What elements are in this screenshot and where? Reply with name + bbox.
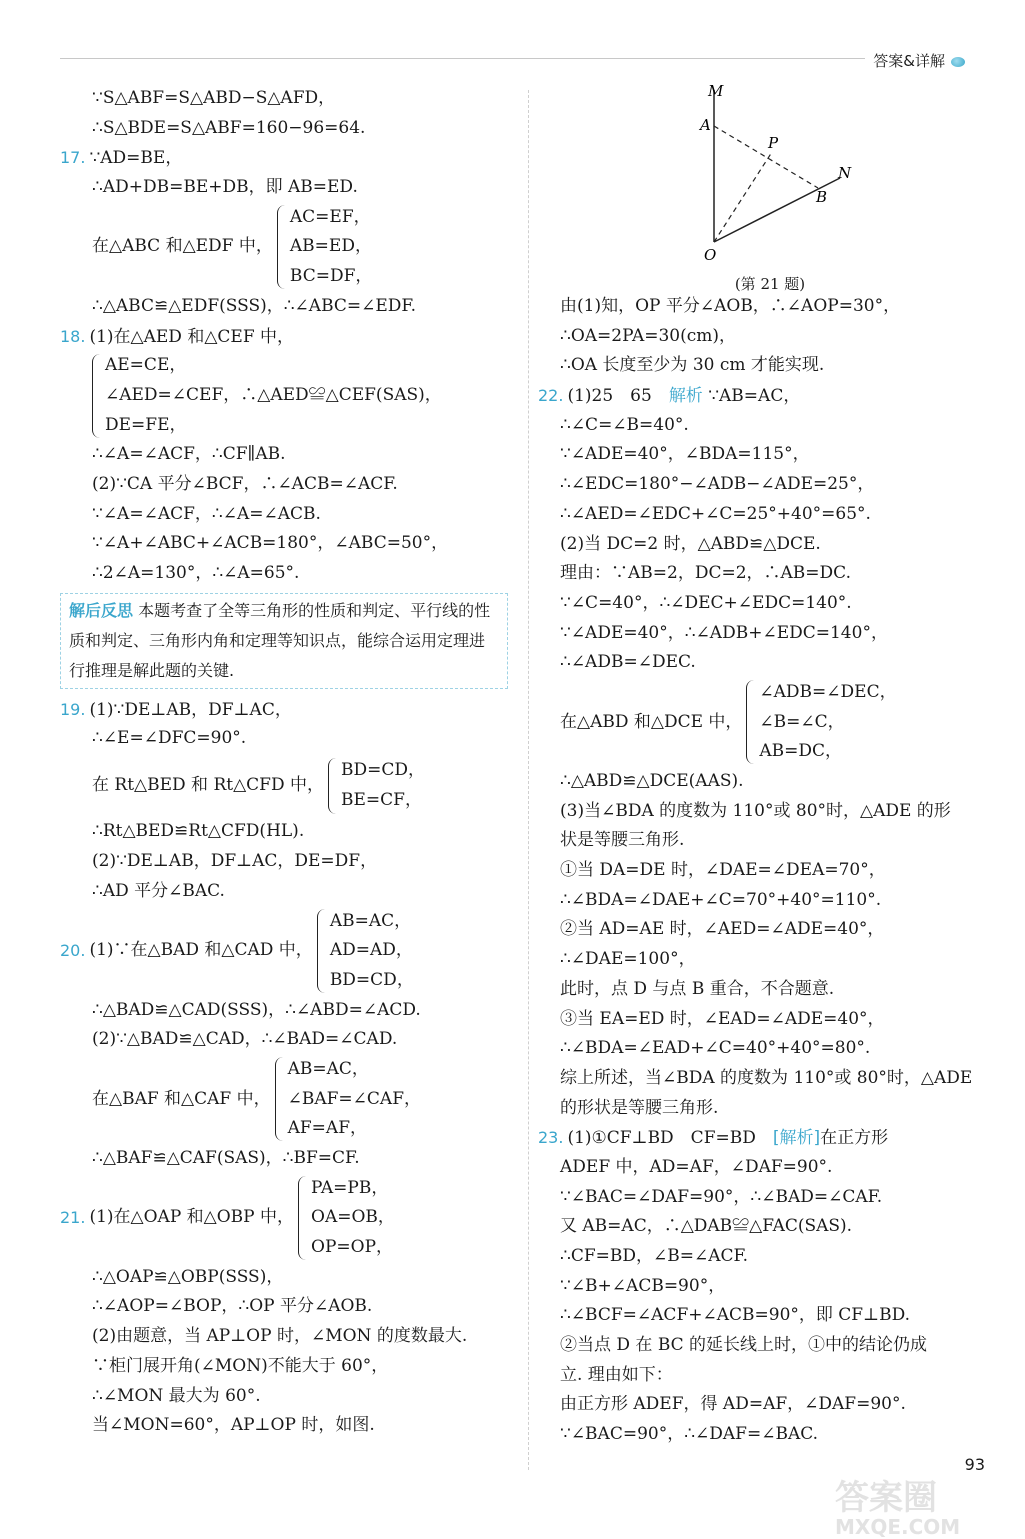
label-o: O: [704, 246, 717, 264]
brace-icon: [275, 1057, 284, 1141]
question-20: 20. (1)∵在△BAD 和△CAD 中， AB=AC， AD=AD， BD=CD，: [60, 907, 520, 996]
text-line: 由(1)知，OP 平分∠AOB，∴∠AOP=30°，: [560, 296, 901, 316]
text-line: 理由：∵AB=2，DC=2，∴AB=DC.: [560, 563, 851, 584]
question-number: 22.: [538, 386, 564, 406]
question-number: 20.: [60, 941, 86, 961]
text-line: ③当 EA=ED 时，∠EAD=∠ADE=40°，: [560, 1008, 885, 1029]
question-23: 23. (1)①CF⊥BD CF=BD [解析]在正方形: [538, 1128, 889, 1149]
figure-caption: (第 21 题): [734, 275, 806, 293]
text-line: ∴Rt△BED≌Rt△CFD(HL).: [92, 821, 305, 842]
text-line: ∴△ABD≌△DCE(AAS).: [560, 771, 744, 791]
geometry-diagram: [690, 80, 870, 270]
column-divider: [528, 90, 529, 1470]
question-number: 19.: [60, 699, 86, 719]
text-line: ∴∠ADB=∠DEC.: [560, 652, 696, 673]
text-line: ∵∠C=40°，∴∠DEC+∠EDC=140°.: [560, 592, 852, 613]
text-line: ②当 AD=AE 时，∠AED=∠ADE=40°，: [560, 919, 885, 940]
text-line: (2)∵DE⊥AB，DF⊥AC，DE=DF，: [92, 851, 378, 872]
question-17: 17. ∵AD=BE，: [60, 148, 183, 169]
text-line: ①当 DA=DE 时，∠DAE=∠DEA=70°，: [560, 860, 886, 881]
right-column: [538, 80, 1000, 1450]
text-line: (2)当 DC=2 时，△ABD≌△DCE.: [560, 533, 821, 554]
text-line: 由正方形 ADEF，得 AD=AF，∠DAF=90°.: [560, 1394, 906, 1415]
text-line: ②当点 D 在 BC 的延长线上时，①中的结论仍成: [560, 1335, 928, 1356]
text-line: ∴OA 长度至少为 30 cm 才能实现.: [560, 355, 825, 376]
text-line: (2)∵△BAD≌△CAD，∴∠BAD=∠CAD.: [92, 1029, 398, 1050]
text-line: ∴∠BCF=∠ACF+∠ACB=90°，即 CF⊥BD.: [560, 1305, 910, 1326]
text-line: ∴∠BDA=∠DAE+∠C=70°+40°=110°.: [560, 889, 882, 910]
text-line: ∴∠DAE=100°，: [560, 949, 696, 970]
text-line: 立. 理由如下：: [560, 1364, 673, 1385]
brace-icon: [317, 909, 326, 993]
text-line: ∴∠A=∠ACF，∴CF∥AB.: [92, 444, 286, 465]
question-number: 21.: [60, 1208, 86, 1228]
reflection-box: 解后反思 本题考查了全等三角形的性质和判定、平行线的性质和判定、三角形内角和定理等知识点，能综合运用定理进行推理是解此题的关键.: [60, 593, 508, 689]
text-line: ∵柜门展开角(∠MON)不能大于 60°，: [92, 1355, 389, 1376]
text-line: ∵∠A+∠ABC+∠ACB=180°，∠ABC=50°，: [92, 533, 449, 554]
text-line: ∴△BAD≌△CAD(SSS)，∴∠ABD=∠ACD.: [92, 999, 421, 1020]
text-line: ∴∠BDA=∠EAD+∠C=40°+40°=80°.: [560, 1038, 871, 1059]
text-line: 综上所述，当∠BDA 的度数为 110°或 80°时，△ADE: [560, 1067, 973, 1088]
page-number: 93: [964, 1455, 985, 1474]
text-line: ∴△OAP≌△OBP(SSS)，: [92, 1266, 284, 1287]
label-m: M: [708, 82, 724, 100]
text-line: ∵∠A=∠ACF，∴∠A=∠ACB.: [92, 503, 321, 524]
question-21: 21. (1)在△OAP 和△OBP 中， PA=PB， OA=OB， OP=OP，: [60, 1174, 520, 1263]
text-line: ∵∠ADE=40°，∴∠ADB+∠EDC=140°，: [560, 622, 888, 643]
brace-icon: [92, 354, 101, 438]
text-line: ∴2∠A=130°，∴∠A=65°.: [92, 563, 300, 583]
brace-icon: [746, 680, 755, 764]
figure-21: [560, 80, 1000, 270]
equation-system: 在△ABD 和△DCE 中， ∠ADB=∠DEC， ∠B=∠C， AB=DC，: [560, 678, 1000, 767]
label-p: P: [768, 134, 779, 152]
question-18: 18. (1)在△AED 和△CEF 中，: [60, 326, 295, 347]
analysis-tag: 解析: [668, 386, 703, 407]
label-n: N: [838, 164, 852, 182]
brace-icon: [277, 205, 286, 289]
text-line: ∵∠B+∠ACB=90°，: [560, 1275, 726, 1296]
question-22: 22. (1)25 65 解析 ∵AB=AC，: [538, 386, 801, 407]
question-number: 23.: [538, 1128, 564, 1148]
text-line: ADEF 中，AD=AF，∠DAF=90°.: [560, 1156, 833, 1177]
header-rule: [60, 58, 955, 59]
text-line: ∴AD+DB=BE+DB，即 AB=ED.: [92, 177, 358, 198]
text-line: 的形状是等腰三角形.: [560, 1097, 719, 1118]
text-line: ∴∠E=∠DFC=90°.: [92, 728, 247, 749]
text-line: ∴∠EDC=180°−∠ADB−∠ADE=25°，: [560, 474, 875, 495]
text-line: ∴S△BDE=S△ABF=160−96=64.: [92, 117, 366, 138]
text-line: ∴OA=2PA=30(cm)，: [560, 325, 737, 346]
text-line: ∴CF=BD，∠B=∠ACF.: [560, 1246, 749, 1266]
text-line: 当∠MON=60°，AP⊥OP 时，如图.: [92, 1415, 375, 1436]
question-number: 17.: [60, 148, 86, 168]
text-line: 状是等腰三角形.: [560, 830, 685, 851]
label-b: B: [816, 188, 828, 206]
brace-icon: [298, 1176, 307, 1260]
logo-icon: [951, 57, 965, 67]
text-line: ∴∠MON 最大为 60°.: [92, 1385, 261, 1406]
text-line: ∵∠BAC=90°，∴∠DAF=∠BAC.: [560, 1424, 819, 1445]
text-line: (3)当∠BDA 的度数为 110°或 80°时，△ADE 的形: [560, 800, 951, 821]
text-line: ∴∠AED=∠EDC+∠C=25°+40°=65°.: [560, 503, 871, 524]
text-line: ∴△BAF≌△CAF(SAS)，∴BF=CF.: [92, 1148, 360, 1168]
text-line: ∴△ABC≌△EDF(SSS)，∴∠ABC=∠EDF.: [92, 295, 416, 316]
watermark: 答案圈 MXQE.COM: [835, 1478, 961, 1539]
question-19: 19. (1)∵DE⊥AB，DF⊥AC，: [60, 699, 292, 720]
text-line: 又 AB=AC，∴△DAB≌△FAC(SAS).: [560, 1216, 853, 1237]
text-line: ∴∠C=∠B=40°.: [560, 414, 689, 435]
equation-system: 在△ABC 和△EDF 中， AC=EF， AB=ED， BC=DF，: [60, 203, 520, 292]
text-line: (2)由题意，当 AP⊥OP 时，∠MON 的度数最大.: [92, 1326, 468, 1347]
equation-system: 在 Rt△BED 和 Rt△CFD 中， BD=CD， BE=CF，: [60, 756, 520, 815]
text-line: ∴AD 平分∠BAC.: [92, 880, 225, 901]
text-line: ∵∠ADE=40°，∠BDA=115°，: [560, 444, 810, 465]
equation-system: AE=CE， ∠AED=∠CEF，∴△AED≌△CEF(SAS)， DE=FE，: [60, 351, 520, 440]
text-line: ∵∠BAC=∠DAF=90°，∴∠BAD=∠CAF.: [560, 1186, 883, 1207]
reflection-tag: 解后反思: [69, 600, 134, 620]
equation-system: 在△BAF 和△CAF 中， AB=AC， ∠BAF=∠CAF， AF=AF，: [60, 1055, 520, 1144]
header-title: 答案&详解: [865, 50, 965, 71]
text-line: ∵S△ABF=S△ABD−S△AFD，: [92, 88, 336, 108]
question-number: 18.: [60, 326, 86, 346]
brace-icon: [328, 758, 337, 814]
left-column: [60, 84, 520, 1441]
text-line: ∴∠AOP=∠BOP，∴OP 平分∠AOB.: [92, 1296, 373, 1317]
text-line: 此时，点 D 与点 B 重合，不合题意.: [560, 978, 835, 999]
text-line: (2)∵CA 平分∠BCF，∴∠ACB=∠ACF.: [92, 473, 398, 494]
analysis-tag: [解析]: [772, 1128, 821, 1149]
label-a: A: [700, 116, 711, 134]
